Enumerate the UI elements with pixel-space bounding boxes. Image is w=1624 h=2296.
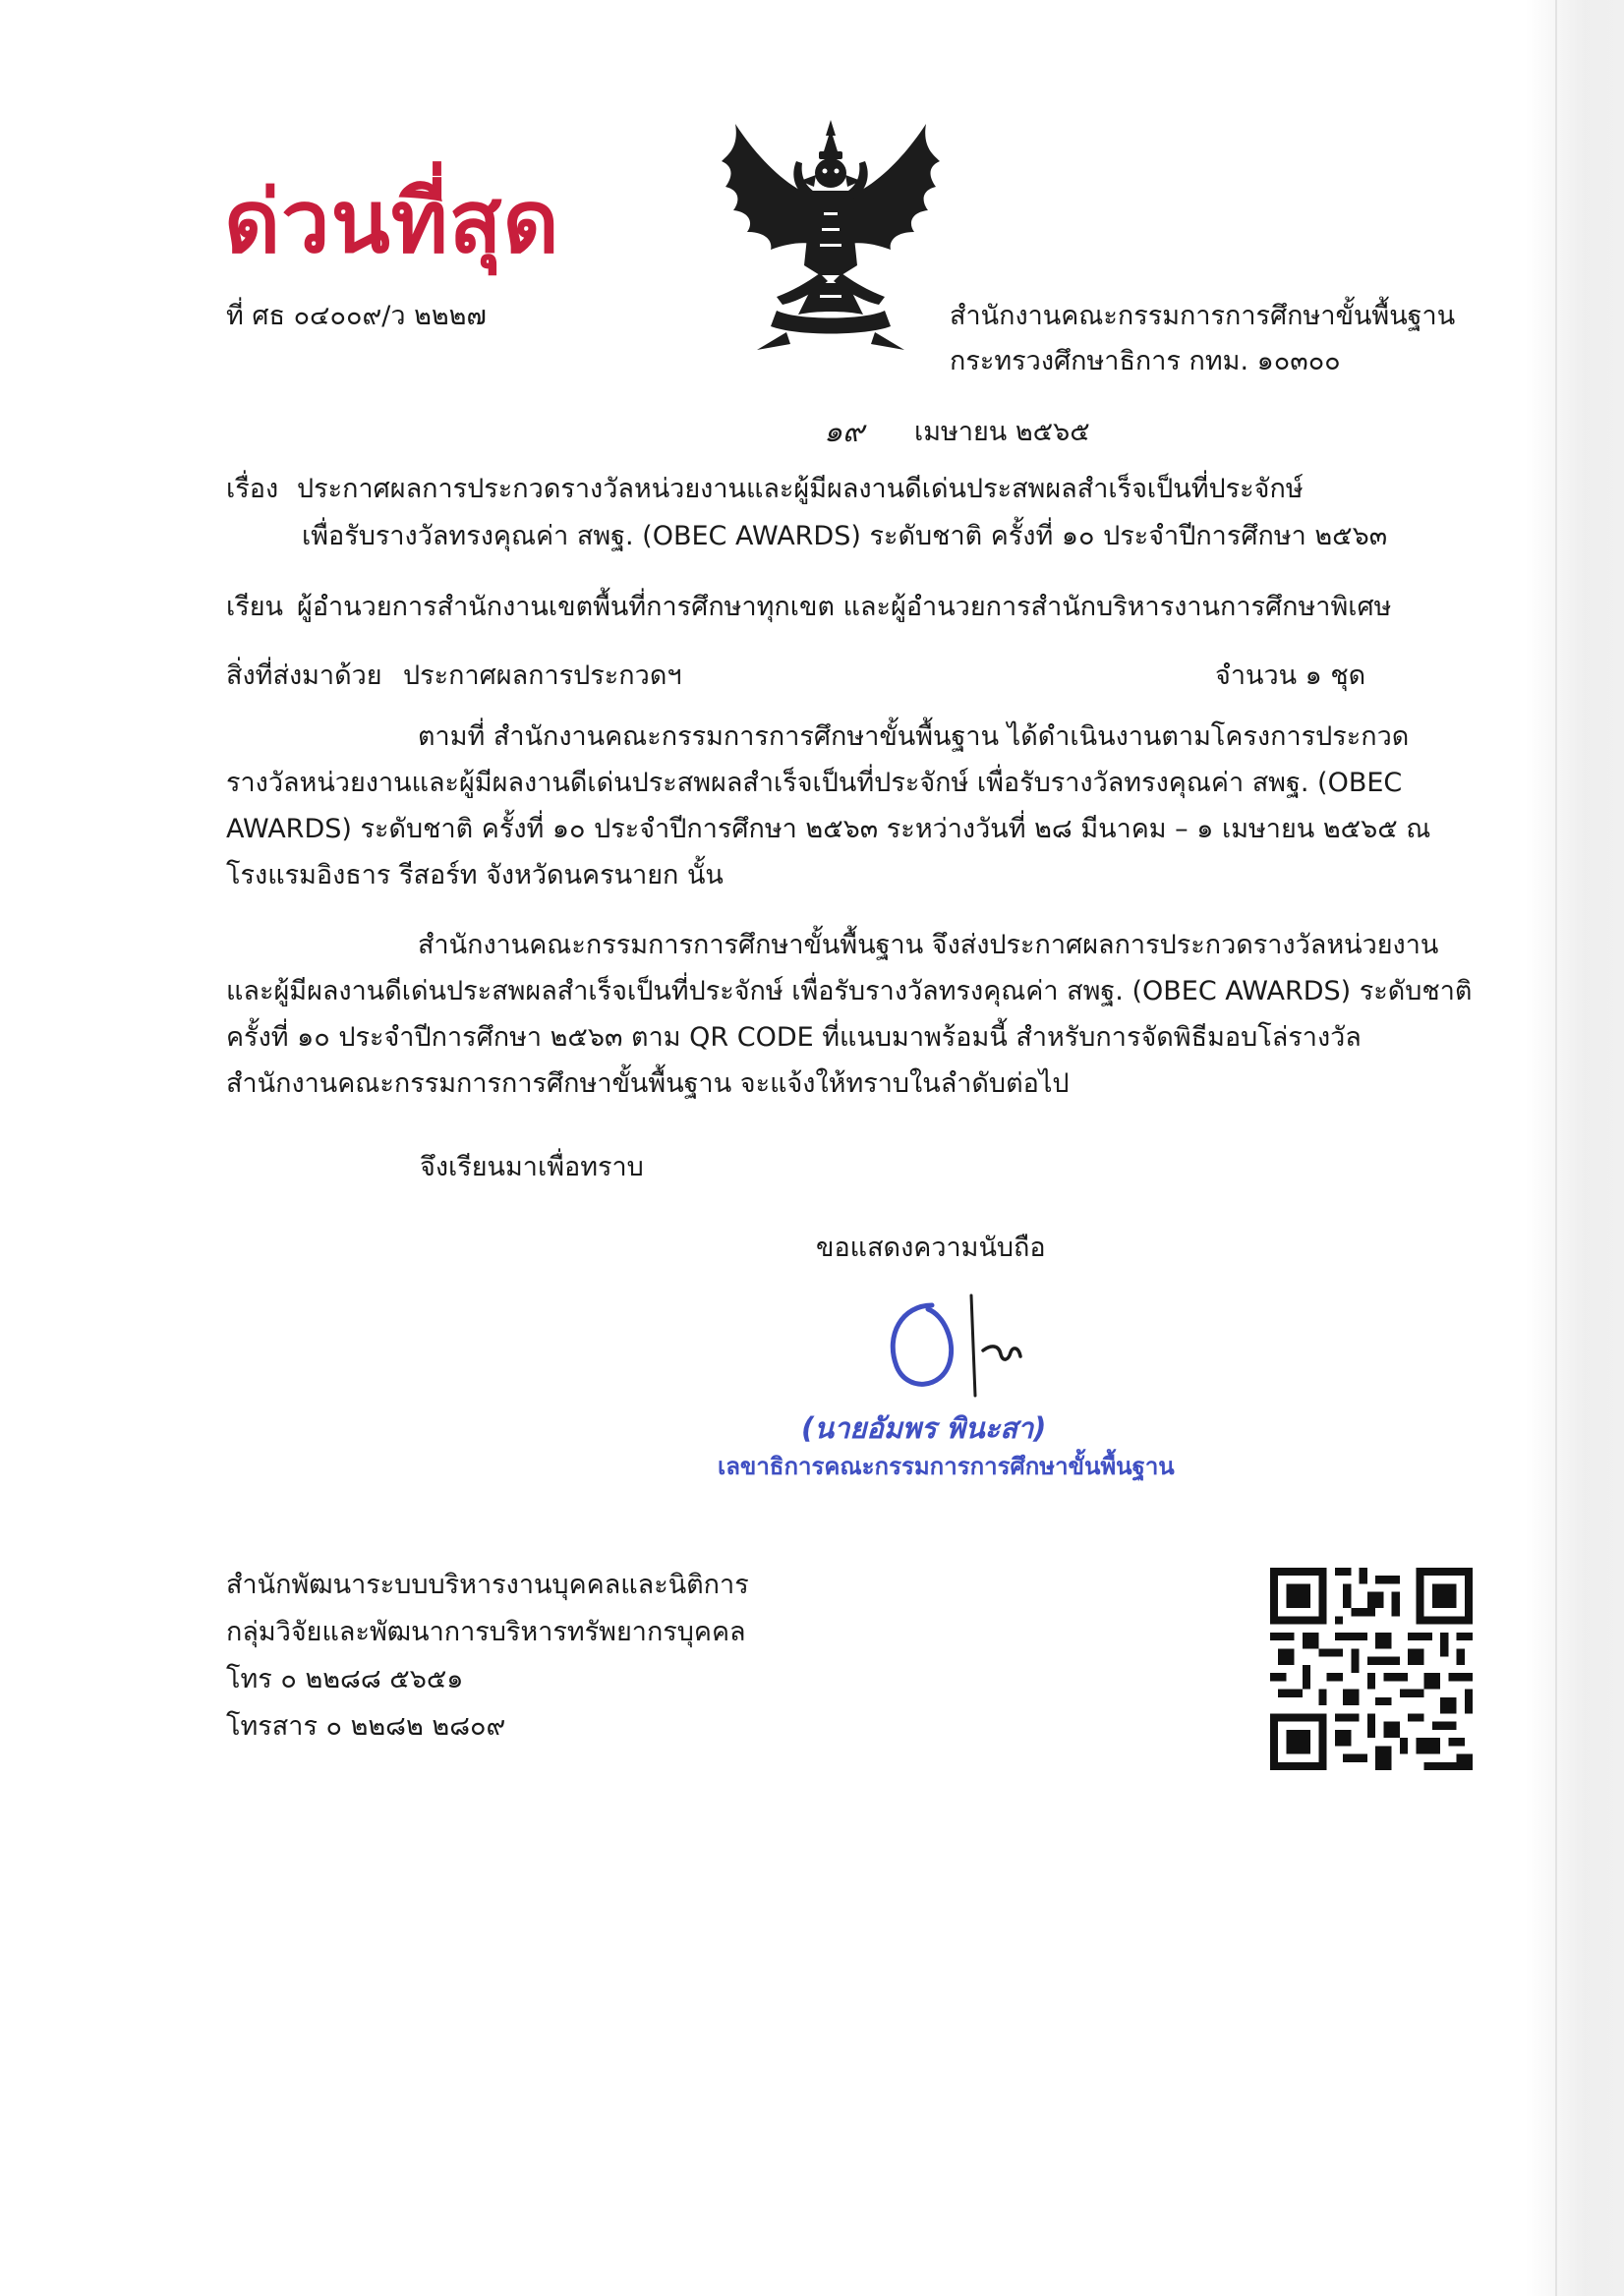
footer-department: สำนักพัฒนาระบบบริหารงานบุคคลและนิติการ	[226, 1570, 749, 1600]
signatory-title: เลขาธิการคณะกรรมการการศึกษาขั้นพื้นฐาน	[718, 1453, 1175, 1480]
reference-number: ที่ ศธ ๐๔๐๐๙/ว ๒๒๒๗	[226, 301, 487, 331]
body-paragraph-2-text: สำนักงานคณะกรรมการการศึกษาขั้นพื้นฐาน จึงส่งประกาศผลการประกวดรางวัลหน่วยงานและผู้มีผลงานดีเด่นประสพผลสำเร็จเป็นที่ประจักษ์ เพื่อรับรางวัลทรงคุณค่า สพฐ. (OBEC AWARDS) ระดับชาติ ครั้งที่ ๑๐ ประจำปีการศึกษา ๒๕๖๓ ตาม QR CODE ที่แนบมาพร้อมนี้ สำหรับการจัดพิธีมอบโล่รางวัล สำนักงานคณะกรรมการการศึกษาขั้นพื้นฐาน จะแจ้งให้ทราบในลำดับต่อไป	[226, 930, 1473, 1099]
office-address: กระทรวงศึกษาธิการ กทม. ๑๐๓๐๐	[950, 346, 1341, 376]
closing-line: จึงเรียนมาเพื่อทราบ	[420, 1152, 644, 1182]
date-month-year: เมษายน ๒๕๖๕	[914, 417, 1090, 447]
regards: ขอแสดงความนับถือ	[816, 1233, 1046, 1263]
subject-label: เรื่อง	[226, 474, 279, 504]
subject-line2: เพื่อรับรางวัลทรงคุณค่า สพฐ. (OBEC AWARDS) ระดับชาติ ครั้งที่ ๑๐ ประจำปีการศึกษา ๒๕๖๓	[302, 521, 1388, 551]
urgent-stamp: ด่วนที่สุด	[224, 170, 560, 272]
garuda-emblem-icon	[718, 118, 944, 354]
office-name: สำนักงานคณะกรรมการการศึกษาขั้นพื้นฐาน	[950, 301, 1456, 331]
scan-edge-shadow	[1526, 0, 1624, 2296]
handwritten-signature-icon	[863, 1276, 1060, 1404]
footer-fax: โทรสาร ๐ ๒๒๘๒ ๒๘๐๙	[226, 1711, 506, 1742]
recipient-text: ผู้อำนวยการสำนักงานเขตพื้นที่การศึกษาทุกเขต และผู้อำนวยการสำนักบริหารงานการศึกษาพิเศษ	[297, 592, 1392, 622]
footer-phone: โทร ๐ ๒๒๘๘ ๕๖๕๑	[226, 1664, 464, 1694]
enclosure-quantity: จำนวน ๑ ชุด	[1215, 660, 1366, 691]
signatory-name: (นายอัมพร พินะสา)	[801, 1411, 1047, 1445]
date-day: ๑๙	[824, 415, 865, 449]
qr-code-icon	[1270, 1568, 1473, 1770]
recipient-label: เรียน	[226, 592, 284, 622]
body-paragraph-1	[226, 714, 1480, 898]
body-paragraph-2	[226, 922, 1480, 1107]
enclosure-label: สิ่งที่ส่งมาด้วย	[226, 660, 382, 691]
subject-line1: ประกาศผลการประกวดรางวัลหน่วยงานและผู้มีผลงานดีเด่นประสพผลสำเร็จเป็นที่ประจักษ์	[297, 474, 1304, 504]
enclosure-text: ประกาศผลการประกวดฯ	[403, 660, 682, 691]
body-paragraph-1-text: ตามที่ สำนักงานคณะกรรมการการศึกษาขั้นพื้นฐาน ได้ดำเนินงานตามโครงการประกวดรางวัลหน่วยงานและผู้มีผลงานดีเด่นประสพผลสำเร็จเป็นที่ประจักษ์ เพื่อรับรางวัลทรงคุณค่า สพฐ. (OBEC AWARDS) ระดับชาติ ครั้งที่ ๑๐ ประจำปีการศึกษา ๒๕๖๓ ระหว่างวันที่ ๒๘ มีนาคม – ๑ เมษายน ๒๕๖๕ ณ โรงแรมอิงธาร รีสอร์ท จังหวัดนครนายก นั้น	[226, 721, 1431, 890]
footer-division: กลุ่มวิจัยและพัฒนาการบริหารทรัพยากรบุคคล	[226, 1617, 746, 1647]
